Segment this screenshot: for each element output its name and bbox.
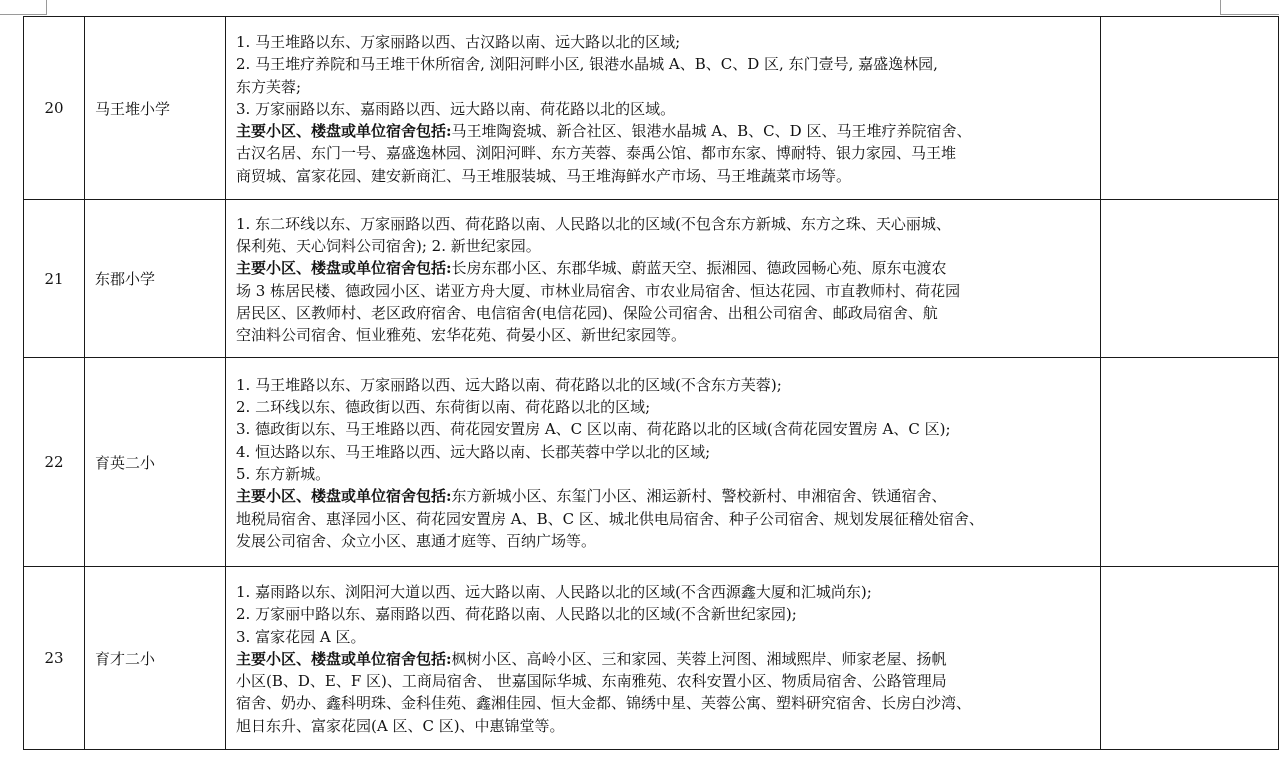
zone-description: [226, 200, 1101, 358]
main-communities-line: 商贸城、富家花园、建安新商汇、马王堆服装城、马王堆海鲜水产市场、马王堆蔬菜市场等。: [236, 166, 852, 185]
row-number: 20: [24, 17, 85, 200]
zone-line: 2. 二环线以东、德政街以西、东荷街以南、荷花路以北的区域;: [236, 398, 651, 417]
main-communities-line: 发展公司宿舍、众立小区、惠通才庭等、百纳广场等。: [236, 531, 597, 550]
school-zone-table: [23, 16, 1279, 750]
main-communities-label: 主要小区、楼盘或单位宿舍包括:: [236, 487, 452, 506]
remarks-cell: [1101, 358, 1279, 567]
table-row: [24, 200, 1279, 358]
zone-line: 1. 马王堆路以东、万家丽路以西、古汉路以南、远大路以北的区域;: [236, 32, 681, 51]
zone-line: 保利苑、天心饲料公司宿舍); 2. 新世纪家园。: [236, 236, 541, 255]
main-communities-line: 小区(B、D、E、F 区)、工商局宿舍、 世嘉国际华城、东南雅苑、农科安置小区、物质局宿舍、公路管理局: [236, 672, 947, 691]
remarks-cell: [1101, 200, 1279, 358]
main-communities-line: 居民区、区教师村、老区政府宿舍、电信宿舍(电信花园)、保险公司宿舍、出租公司宿舍、邮政局宿舍、航: [236, 303, 938, 322]
main-communities-line: 宿舍、奶办、鑫科明珠、金科佳苑、鑫湘佳园、恒大金都、锦绣中星、芙蓉公寓、塑料研究宿舍、长房白沙湾、: [236, 694, 972, 713]
main-communities-line: [236, 648, 1100, 670]
zone-description: [226, 17, 1101, 200]
row-number: 23: [24, 567, 85, 750]
zone-line: 3. 万家丽路以东、嘉雨路以西、远大路以南、荷花路以北的区域。: [236, 99, 676, 118]
zone-line: 2. 万家丽中路以东、嘉雨路以西、荷花路以南、人民路以北的区域(不含新世纪家园);: [236, 605, 797, 624]
main-communities-line: 古汉名居、东门一号、嘉盛逸林园、浏阳河畔、东方芙蓉、泰禹公馆、都市东家、博耐特、银力家园、马王堆: [236, 144, 957, 163]
remarks-cell: [1101, 567, 1279, 750]
school-name: 育才二小: [85, 567, 226, 750]
zone-description: [226, 358, 1101, 567]
main-communities-text: 东方新城小区、东玺门小区、湘运新村、警校新村、申湘宿舍、铁通宿舍、: [451, 487, 947, 506]
zone-line: 3. 德政街以东、马王堆路以西、荷花园安置房 A、C 区以南、荷花路以北的区域(含荷花园安置房 A、C 区);: [236, 420, 951, 439]
main-communities-label: 主要小区、楼盘或单位宿舍包括:: [236, 122, 452, 141]
main-communities-line: 地税局宿舍、惠泽园小区、荷花园安置房 A、B、C 区、城北供电局宿舍、种子公司宿舍、规划发展征稽处宿舍、: [236, 509, 984, 528]
page-corner-mark-left: [0, 0, 47, 15]
zone-line: 4. 恒达路以东、马王堆路以西、远大路以南、长郡芙蓉中学以北的区域;: [236, 442, 711, 461]
main-communities-line: [236, 485, 1100, 507]
main-communities-label: 主要小区、楼盘或单位宿舍包括:: [236, 649, 452, 668]
main-communities-line: 旭日东升、富家花园(A 区、C 区)、中惠锦堂等。: [236, 716, 565, 735]
main-communities-text: 枫树小区、高岭小区、三和家园、芙蓉上河图、湘域熙岸、师家老屋、扬帆: [451, 649, 947, 668]
table-row: [24, 17, 1279, 200]
table-row: [24, 358, 1279, 567]
main-communities-line: 场 3 栋居民楼、德政园小区、诺亚方舟大厦、市林业局宿舍、市农业局宿舍、恒达花园、市直教师村、荷花园: [236, 281, 961, 300]
school-name: 东郡小学: [85, 200, 226, 358]
zone-line: 2. 马王堆疗养院和马王堆干休所宿舍, 浏阳河畔小区, 银港水晶城 A、B、C、D 区, 东门壹号, 嘉盛逸林园,: [236, 55, 938, 74]
main-communities-line: [236, 257, 1100, 279]
school-name: 马王堆小学: [85, 17, 226, 200]
row-number: 21: [24, 200, 85, 358]
main-communities-line: 空油料公司宿舍、恒业雅苑、宏华花苑、荷晏小区、新世纪家园等。: [236, 326, 687, 345]
zone-line: 5. 东方新城。: [236, 465, 331, 483]
table-row: [24, 567, 1279, 750]
zone-line: 1. 马王堆路以东、万家丽路以西、远大路以南、荷花路以北的区域(不含东方芙蓉);: [236, 375, 782, 394]
remarks-cell: [1101, 17, 1279, 200]
school-name: 育英二小: [85, 358, 226, 567]
page-corner-mark-right: [1220, 0, 1279, 15]
school-zone-table-body: [24, 17, 1279, 750]
main-communities-label: 主要小区、楼盘或单位宿舍包括:: [236, 259, 452, 278]
main-communities-text: 马王堆陶瓷城、新合社区、银港水晶城 A、B、C、D 区、马王堆疗养院宿舍、: [451, 122, 972, 141]
main-communities-line: [236, 120, 1100, 142]
zone-line: 东方芙蓉;: [236, 77, 302, 96]
main-communities-text: 长房东郡小区、东郡华城、蔚蓝天空、振湘园、德政园畅心苑、原东屯渡农: [451, 259, 947, 278]
zone-description: [226, 567, 1101, 750]
zone-line: 1. 嘉雨路以东、浏阳河大道以西、远大路以南、人民路以北的区域(不含西源鑫大厦和汇城尚东);: [236, 582, 872, 601]
row-number: 22: [24, 358, 85, 567]
zone-line: 1. 东二环线以东、万家丽路以西、荷花路以南、人民路以北的区域(不包含东方新城、东方之珠、天心丽城、: [236, 214, 951, 233]
zone-line: 3. 富家花园 A 区。: [236, 627, 366, 646]
